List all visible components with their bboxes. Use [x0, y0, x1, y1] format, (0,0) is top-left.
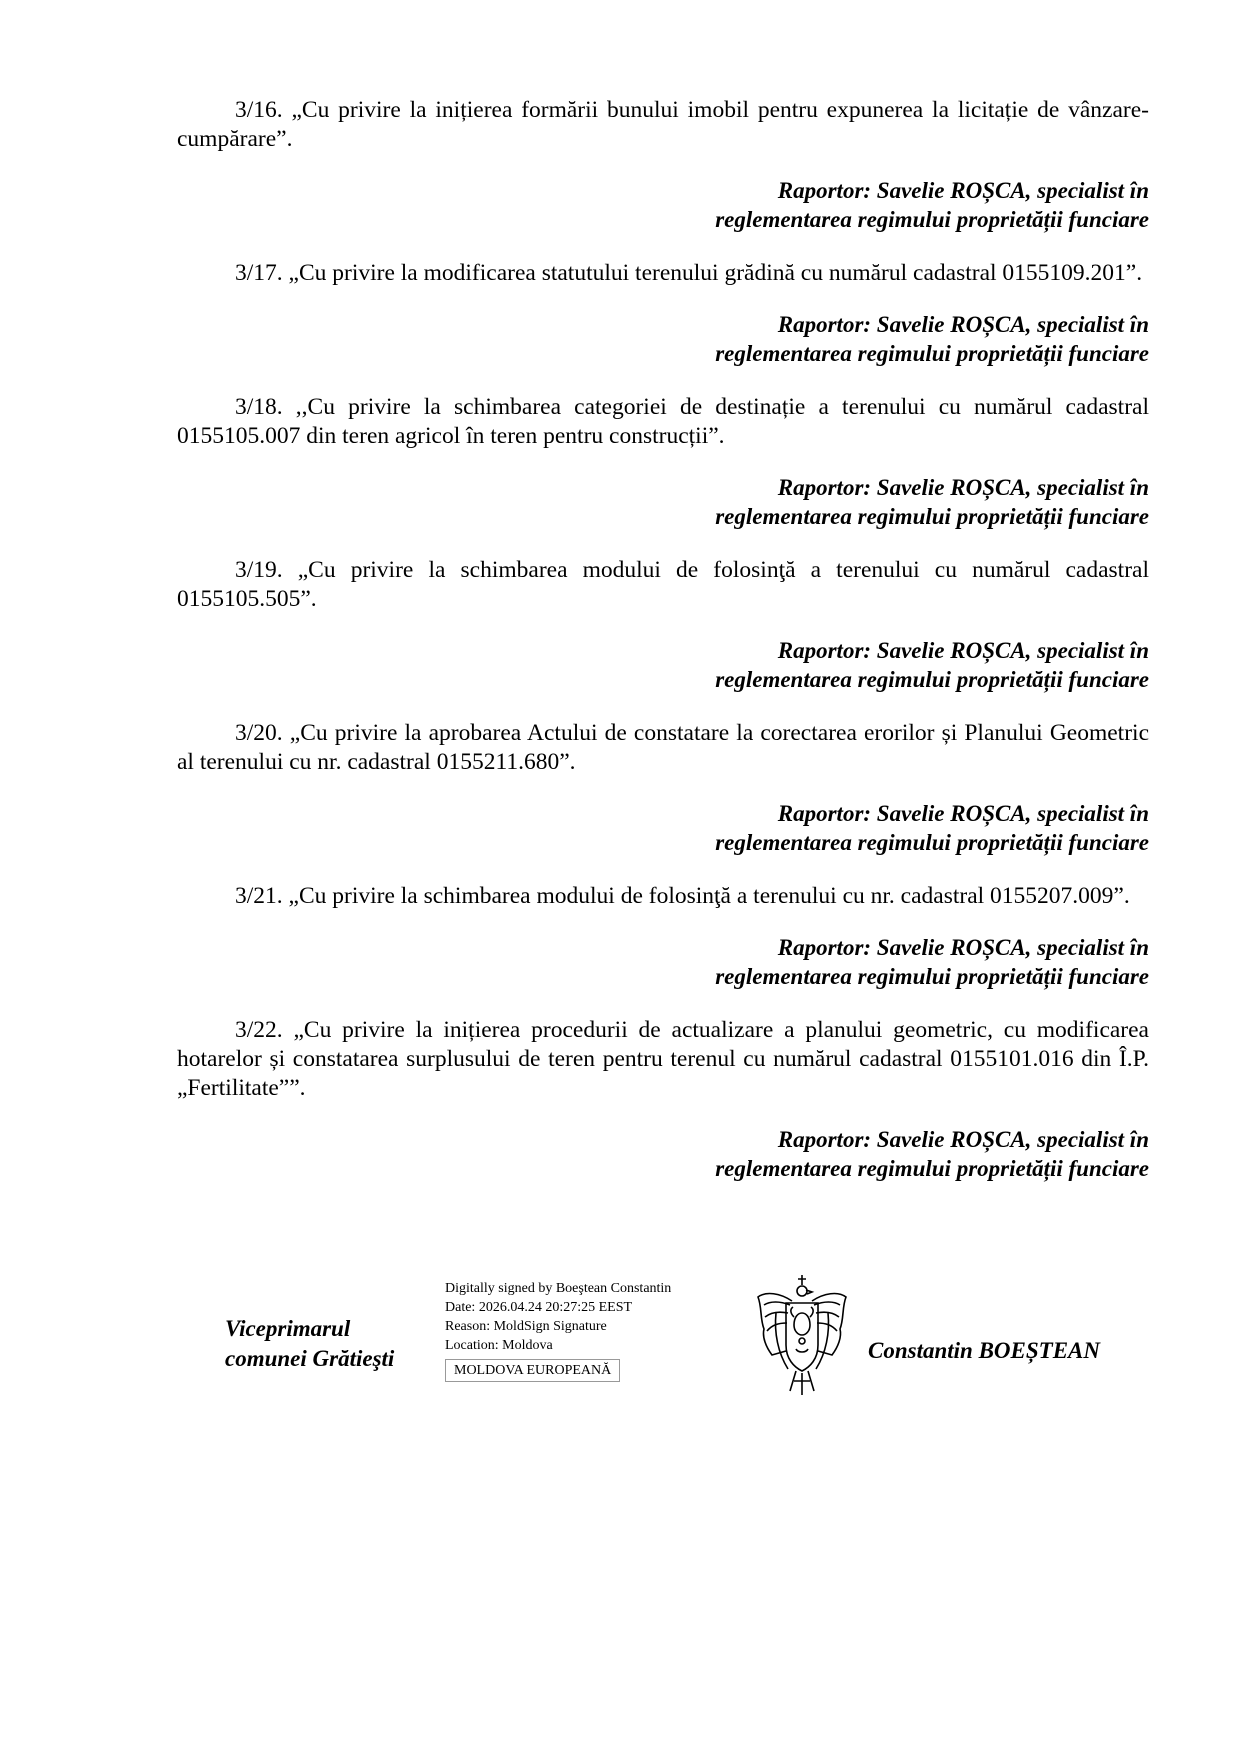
digital-signature-date: Date: 2026.04.24 20:27:25 EEST	[445, 1300, 633, 1315]
rapporteur-line-2: reglementarea regimului proprietății funciare	[715, 964, 1149, 989]
rapporteur-line-2: reglementarea regimului proprietății funciare	[715, 667, 1149, 692]
rapporteur	[177, 933, 1149, 991]
agenda-item-text: 3/19. „Cu privire la schimbarea modului de folosinţă a terenului cu numărul cadastral 0155105.505”.	[177, 557, 1149, 612]
agenda-item	[177, 259, 1149, 368]
rapporteur	[177, 1125, 1149, 1183]
digital-signature-badge: MOLDOVA EUROPEANĂ	[445, 1359, 620, 1382]
agenda-item	[177, 393, 1149, 531]
rapporteur-line-1: Raportor: Savelie ROȘCA, specialist în	[777, 801, 1149, 826]
signatory-position-line-1: Viceprimarul	[225, 1316, 351, 1341]
agenda-item	[177, 719, 1149, 857]
agenda-item	[177, 1016, 1149, 1183]
agenda-item-text: 3/18. ,,Cu privire la schimbarea categoriei de destinație a terenului cu numărul cadastral 0155105.007 din teren agricol în teren pentru construcții”.	[177, 394, 1149, 449]
rapporteur-line-1: Raportor: Savelie ROȘCA, specialist în	[777, 312, 1149, 337]
agenda-item-text: 3/21. „Cu privire la schimbarea modului de folosinţă a terenului cu nr. cadastral 0155207.009”.	[235, 883, 1130, 909]
agenda-item-text: 3/22. „Cu privire la inițierea procedurii de actualizare a planului geometric, cu modificarea hotarelor și constatarea surplusului de teren pentru terenul cu numărul cadastral 0155101.016 din Î.P. „Fertilitate””.	[177, 1017, 1149, 1101]
rapporteur	[177, 636, 1149, 694]
agenda-item-text: 3/16. „Cu privire la inițierea formării bunului imobil pentru expunerea la licitație de vânzare-cumpărare”.	[177, 97, 1149, 152]
signatory-position-line-2: comunei Grătieşti	[225, 1346, 395, 1371]
digital-signature-block[interactable]	[445, 1279, 725, 1382]
digital-signature-reason: Reason: MoldSign Signature	[445, 1319, 607, 1334]
rapporteur-line-1: Raportor: Savelie ROȘCA, specialist în	[777, 935, 1149, 960]
moldova-coat-of-arms-icon	[752, 1273, 852, 1399]
rapporteur-line-1: Raportor: Savelie ROȘCA, specialist în	[777, 1127, 1149, 1152]
agenda-items	[177, 96, 1149, 1208]
agenda-item	[177, 882, 1149, 991]
rapporteur-line-1: Raportor: Savelie ROȘCA, specialist în	[777, 638, 1149, 663]
digital-signature-signed-by: Digitally signed by Boeştean Constantin	[445, 1281, 672, 1296]
rapporteur	[177, 799, 1149, 857]
signer-name: Constantin BOEȘTEAN	[868, 1338, 1101, 1363]
rapporteur-line-2: reglementarea regimului proprietății funciare	[715, 341, 1149, 366]
agenda-item-text: 3/20. „Cu privire la aprobarea Actului de constatare la corectarea erorilor și Planului Geometric al terenului cu nr. cadastral 0155211.680”.	[177, 720, 1149, 775]
rapporteur-line-1: Raportor: Savelie ROȘCA, specialist în	[777, 475, 1149, 500]
agenda-item-text: 3/17. „Cu privire la modificarea statutului terenului grădină cu numărul cadastral 0155109.201”.	[235, 260, 1143, 286]
digital-signature-location: Location: Moldova	[445, 1338, 553, 1353]
signatory-position	[225, 1314, 394, 1374]
rapporteur-line-2: reglementarea regimului proprietății funciare	[715, 830, 1149, 855]
rapporteur-line-1: Raportor: Savelie ROȘCA, specialist în	[777, 178, 1149, 203]
rapporteur	[177, 473, 1149, 531]
rapporteur	[177, 310, 1149, 368]
rapporteur-line-2: reglementarea regimului proprietății funciare	[715, 1156, 1149, 1181]
agenda-item	[177, 556, 1149, 694]
rapporteur-line-2: reglementarea regimului proprietății funciare	[715, 504, 1149, 529]
agenda-item	[177, 96, 1149, 234]
rapporteur-line-2: reglementarea regimului proprietății funciare	[715, 207, 1149, 232]
rapporteur	[177, 176, 1149, 234]
